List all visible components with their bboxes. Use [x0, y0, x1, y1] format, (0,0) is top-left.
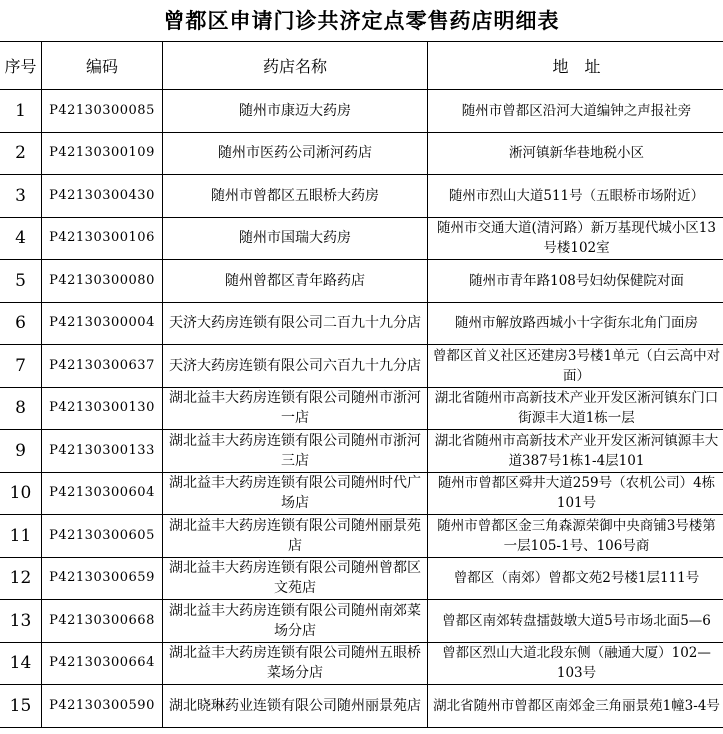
cell-address: 随州市曾都区舜井大道259号（农机公司）4栋101号	[428, 472, 723, 515]
cell-address: 曾都区南郊转盘擂鼓墩大道5号市场北面5—6	[428, 600, 723, 643]
table-row	[0, 175, 723, 218]
cell-name: 随州市曾都区五眼桥大药房	[163, 175, 428, 218]
cell-address: 随州市曾都区沿河大道编钟之声报社旁	[428, 90, 723, 133]
cell-name: 天济大药房连锁有限公司二百九十九分店	[163, 302, 428, 345]
cell-no: 10	[0, 472, 42, 515]
cell-no: 4	[0, 217, 42, 260]
cell-no: 11	[0, 515, 42, 558]
cell-no: 15	[0, 685, 42, 728]
header-no: 序号	[0, 42, 42, 90]
table-row	[0, 430, 723, 473]
header-code: 编码	[42, 42, 163, 90]
cell-no: 13	[0, 600, 42, 643]
cell-name: 湖北益丰大药房连锁有限公司随州时代广场店	[163, 472, 428, 515]
cell-code: P42130300659	[42, 557, 163, 600]
cell-no: 5	[0, 260, 42, 303]
cell-no: 12	[0, 557, 42, 600]
cell-no: 2	[0, 132, 42, 175]
cell-name: 湖北益丰大药房连锁有限公司随州曾都区文苑店	[163, 557, 428, 600]
cell-no: 1	[0, 90, 42, 133]
cell-no: 8	[0, 387, 42, 430]
cell-address: 随州市青年路108号妇幼保健院对面	[428, 260, 723, 303]
cell-name: 湖北晓琳药业连锁有限公司随州丽景苑店	[163, 685, 428, 728]
cell-no: 6	[0, 302, 42, 345]
cell-code: P42130300080	[42, 260, 163, 303]
cell-address: 淅河镇新华巷地税小区	[428, 132, 723, 175]
table-row	[0, 515, 723, 558]
cell-code: P42130300605	[42, 515, 163, 558]
pharmacy-table	[0, 41, 723, 728]
cell-name: 天济大药房连锁有限公司六百九十九分店	[163, 345, 428, 388]
cell-address: 曾都区首义社区还建房3号楼1单元（白云高中对面）	[428, 345, 723, 388]
header-name: 药店名称	[163, 42, 428, 90]
table-row	[0, 217, 723, 260]
cell-name: 湖北益丰大药房连锁有限公司随州南郊菜场分店	[163, 600, 428, 643]
cell-no: 9	[0, 430, 42, 473]
cell-address: 随州市曾都区金三角森源荣御中央商铺3号楼第一层105-1号、106号商	[428, 515, 723, 558]
cell-code: P42130300668	[42, 600, 163, 643]
cell-name: 随州市康迈大药房	[163, 90, 428, 133]
table-header-row	[0, 42, 723, 90]
cell-name: 湖北益丰大药房连锁有限公司随州市浙河一店	[163, 387, 428, 430]
header-address: 地 址	[428, 42, 723, 90]
cell-address: 随州市交通大道(清河路）新万基现代城小区13号楼102室	[428, 217, 723, 260]
cell-no: 7	[0, 345, 42, 388]
cell-address: 曾都区（南郊）曾都文苑2号楼1层111号	[428, 557, 723, 600]
table-row	[0, 260, 723, 303]
cell-address: 湖北省随州市高新技术产业开发区淅河镇东门口街源丰大道1栋一层	[428, 387, 723, 430]
cell-name: 湖北益丰大药房连锁有限公司随州五眼桥菜场分店	[163, 642, 428, 685]
cell-address: 随州市解放路西城小十字街东北角门面房	[428, 302, 723, 345]
cell-no: 14	[0, 642, 42, 685]
table-row	[0, 600, 723, 643]
table-row	[0, 345, 723, 388]
cell-name: 湖北益丰大药房连锁有限公司随州丽景苑店	[163, 515, 428, 558]
cell-code: P42130300085	[42, 90, 163, 133]
cell-code: P42130300004	[42, 302, 163, 345]
cell-code: P42130300130	[42, 387, 163, 430]
page-title: 曾都区申请门诊共济定点零售药店明细表	[163, 9, 560, 33]
cell-code: P42130300637	[42, 345, 163, 388]
cell-code: P42130300604	[42, 472, 163, 515]
table-row	[0, 302, 723, 345]
cell-code: P42130300590	[42, 685, 163, 728]
table-row	[0, 685, 723, 728]
cell-code: P42130300664	[42, 642, 163, 685]
cell-address: 随州市烈山大道511号（五眼桥市场附近）	[428, 175, 723, 218]
cell-code: P42130300133	[42, 430, 163, 473]
table-row	[0, 557, 723, 600]
cell-name: 随州曾都区青年路药店	[163, 260, 428, 303]
table-row	[0, 642, 723, 685]
cell-address: 湖北省随州市曾都区南郊金三角丽景苑1幢3-4号	[428, 685, 723, 728]
cell-address: 曾都区烈山大道北段东侧（融通大厦）102—103号	[428, 642, 723, 685]
table-row	[0, 472, 723, 515]
cell-code: P42130300106	[42, 217, 163, 260]
table-row	[0, 387, 723, 430]
cell-no: 3	[0, 175, 42, 218]
cell-name: 湖北益丰大药房连锁有限公司随州市浙河三店	[163, 430, 428, 473]
cell-name: 随州市医药公司淅河药店	[163, 132, 428, 175]
cell-code: P42130300109	[42, 132, 163, 175]
cell-code: P42130300430	[42, 175, 163, 218]
cell-name: 随州市国瑞大药房	[163, 217, 428, 260]
table-row	[0, 90, 723, 133]
table-row	[0, 132, 723, 175]
cell-address: 湖北省随州市高新技术产业开发区淅河镇源丰大道387号1栋1-4层101	[428, 430, 723, 473]
